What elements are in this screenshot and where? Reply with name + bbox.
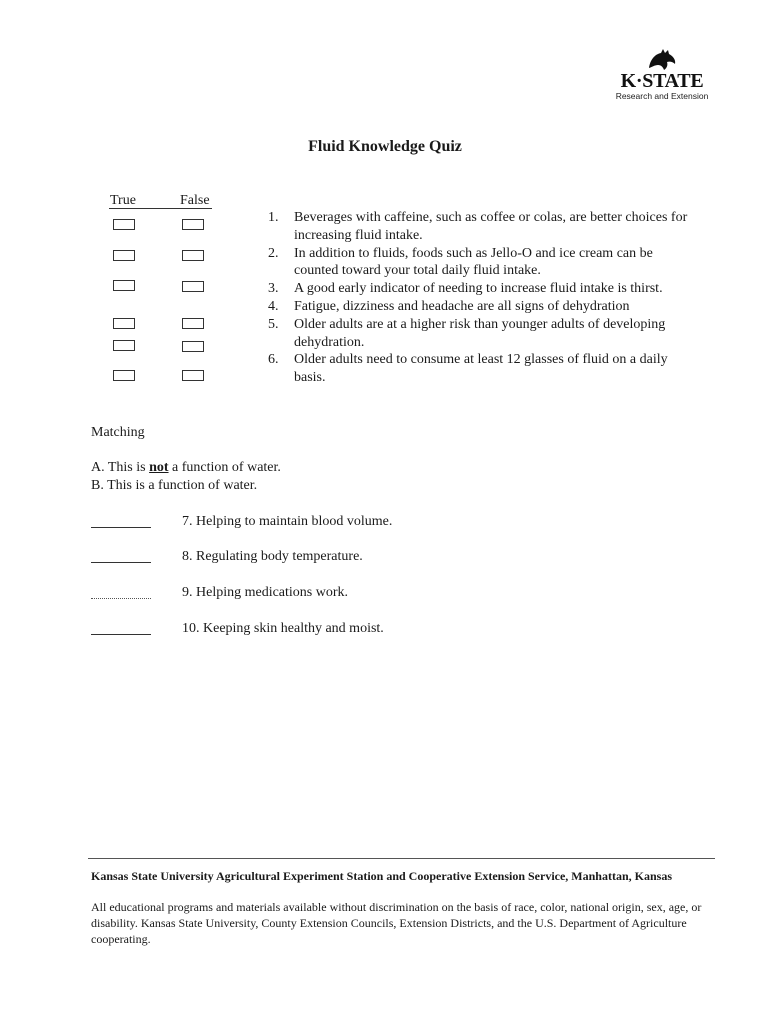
question-text: In addition to fluids, foods such as Jello-O and ice cream can be counted toward your total daily fluid intake. <box>294 245 653 279</box>
kstate-logo <box>612 48 712 104</box>
question-text: Beverages with caffeine, such as coffee or colas, are better choices for increasing fluid intake. <box>294 210 688 243</box>
logo-subtitle: Research and Extension <box>615 91 709 101</box>
question-number: 4. <box>268 298 279 314</box>
list-item <box>268 245 688 281</box>
footer-divider <box>88 858 715 859</box>
list-item <box>268 316 688 352</box>
question-number: 5. <box>268 316 279 332</box>
option-a-suffix: a function of water. <box>168 460 281 475</box>
q4-true-checkbox[interactable] <box>113 318 135 329</box>
matching-item: 9. Helping medications work. <box>182 585 349 600</box>
answer-blank-7[interactable] <box>91 527 151 528</box>
question-number: 6. <box>268 352 279 368</box>
option-a <box>91 459 281 477</box>
q2-true-checkbox[interactable] <box>113 250 135 261</box>
list-item <box>268 351 688 387</box>
question-number: 2. <box>268 245 279 261</box>
option-a-emphasis: not <box>149 460 169 475</box>
question-list <box>268 209 688 387</box>
list-item <box>268 298 688 316</box>
question-text: Older adults are at a higher risk than younger adults of developing dehydration. <box>294 316 666 350</box>
question-text: Older adults need to consume at least 12 glasses of fluid on a daily basis. <box>294 352 668 386</box>
wildcat-icon <box>646 48 678 72</box>
q6-true-checkbox[interactable] <box>113 370 135 381</box>
list-item <box>268 209 688 245</box>
q6-false-checkbox[interactable] <box>182 370 204 381</box>
footer-disclaimer: All educational programs and materials available without discrimination on the basis of race, color, national origin, sex, age, or disability. Kansas State University, County Extension Councils, Extension Districts, and the U.S. Department of Agriculture cooperating. <box>91 900 702 946</box>
q5-false-checkbox[interactable] <box>182 341 204 352</box>
answer-blank-9[interactable] <box>91 598 151 599</box>
matching-heading: Matching <box>91 425 145 440</box>
option-a-prefix: A. This is <box>91 460 150 475</box>
matching-item: 8. Regulating body temperature. <box>182 549 363 564</box>
matching-item: 7. Helping to maintain blood volume. <box>182 514 393 529</box>
q5-true-checkbox[interactable] <box>113 340 135 351</box>
answer-blank-10[interactable] <box>91 634 151 635</box>
q3-true-checkbox[interactable] <box>113 280 135 291</box>
true-column-header: True <box>110 193 136 208</box>
question-number: 1. <box>268 210 279 225</box>
option-b: B. This is a function of water. <box>91 478 258 493</box>
false-column-header: False <box>180 193 210 208</box>
question-number: 3. <box>268 281 279 297</box>
q1-false-checkbox[interactable] <box>182 219 204 230</box>
question-text: A good early indicator of needing to increase fluid intake is thirst. <box>294 281 663 297</box>
q2-false-checkbox[interactable] <box>182 250 204 261</box>
logo-wordmark: K·STATE <box>620 70 704 92</box>
list-item <box>268 280 688 298</box>
answer-blank-8[interactable] <box>91 562 151 563</box>
page-title: Fluid Knowledge Quiz <box>308 138 462 155</box>
footer-title: Kansas State University Agricultural Experiment Station and Cooperative Extension Service, Manhattan, Kansas <box>91 869 672 883</box>
q4-false-checkbox[interactable] <box>182 318 204 329</box>
header-underline <box>109 208 212 209</box>
q3-false-checkbox[interactable] <box>182 281 204 292</box>
question-text: Fatigue, dizziness and headache are all signs of dehydration <box>294 298 630 314</box>
matching-item: 10. Keeping skin healthy and moist. <box>182 621 384 636</box>
q1-true-checkbox[interactable] <box>113 219 135 230</box>
